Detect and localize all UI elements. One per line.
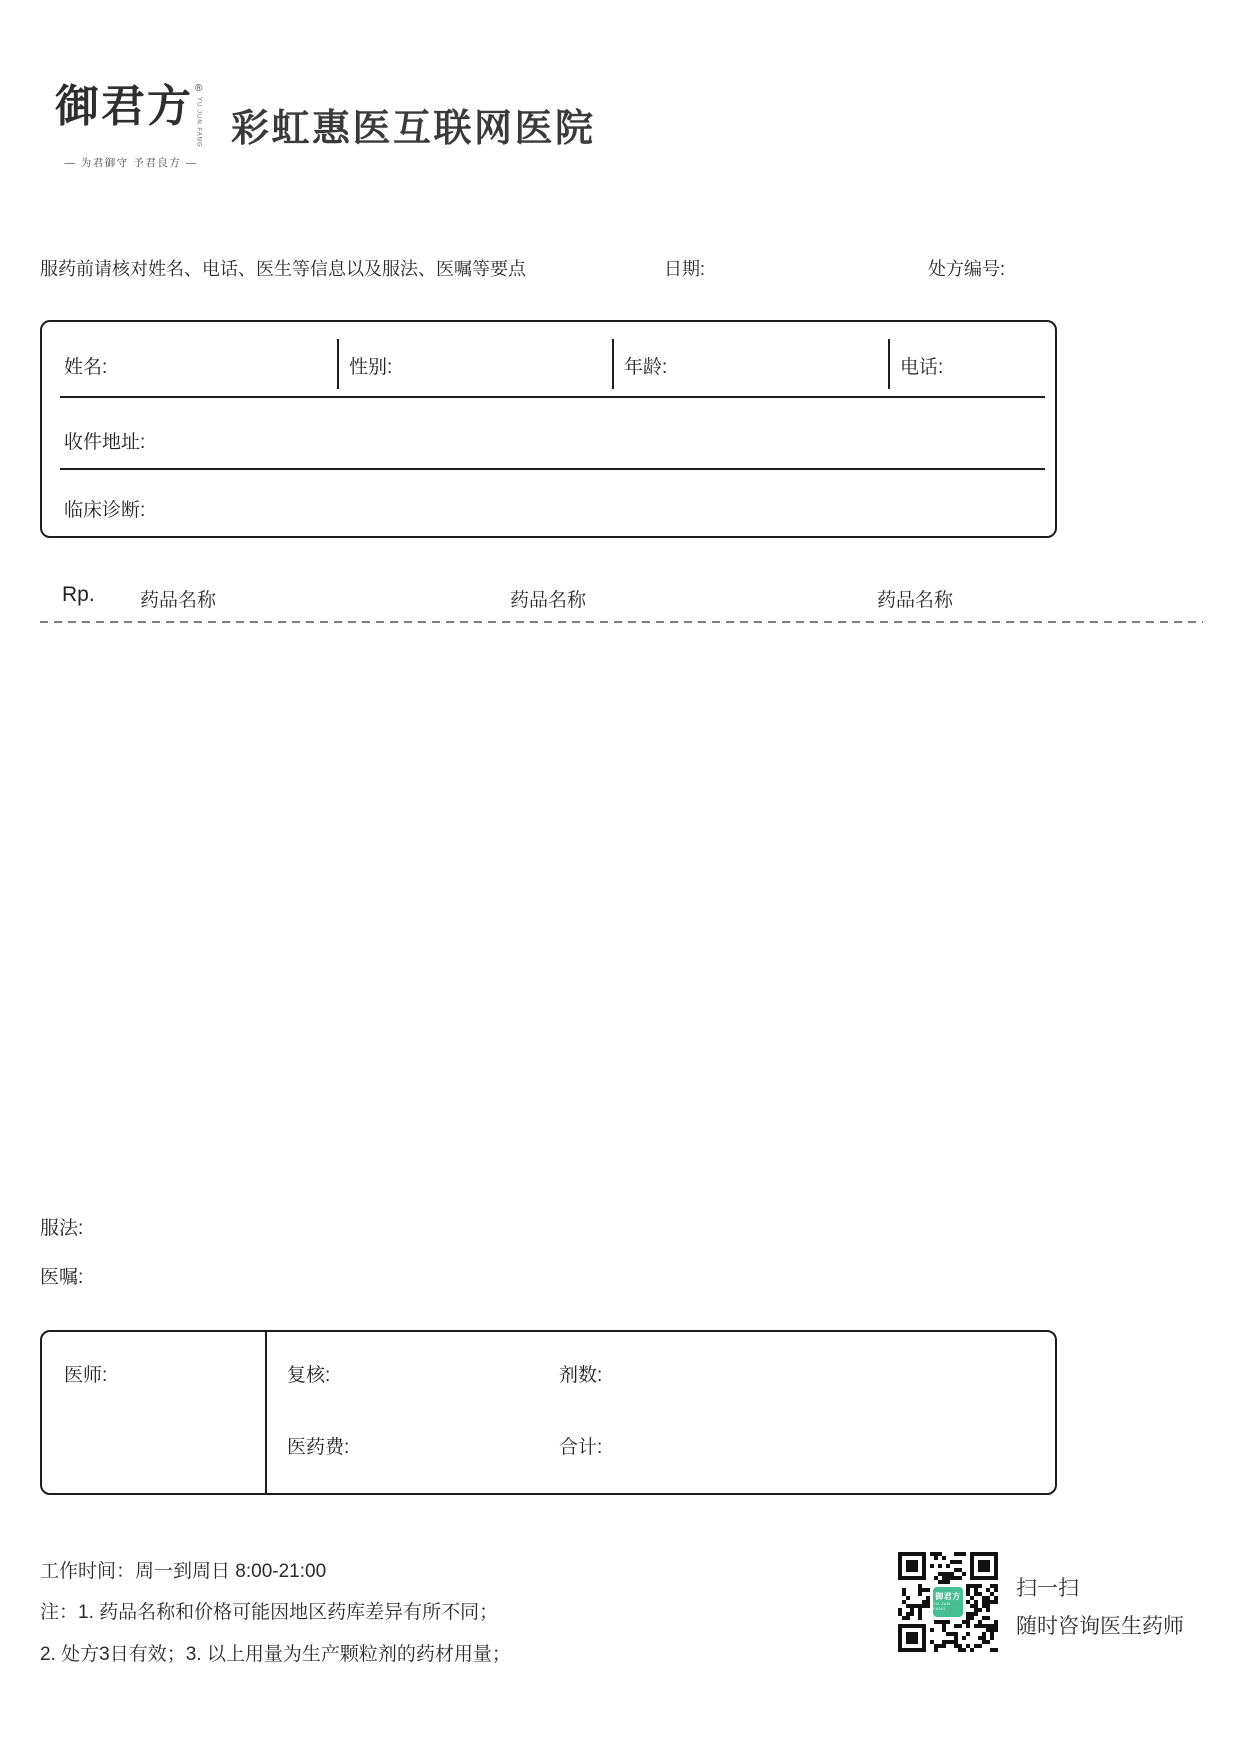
qr-code bbox=[898, 1552, 998, 1652]
note-line-1: 注：1. 药品名称和价格可能因地区药库差异有所不同； bbox=[40, 1602, 499, 1623]
scan-subtitle: 随时咨询医生药师 bbox=[1016, 1615, 1184, 1638]
divider bbox=[888, 339, 890, 389]
hospital-name: 彩虹惠医互联网医院 bbox=[231, 108, 596, 150]
logo-side bbox=[195, 84, 202, 148]
phone-label: 电话: bbox=[900, 357, 944, 378]
brand-tagline: — 为君御守 予君良方 — bbox=[64, 156, 198, 169]
registered-trademark-icon: ® bbox=[195, 83, 203, 94]
qr-center-subtext: YU JUN FANG bbox=[933, 1601, 951, 1612]
dashed-separator bbox=[40, 621, 1203, 623]
divider bbox=[265, 1332, 267, 1493]
patient-info-box bbox=[40, 320, 1057, 538]
drug-name-column-header: 药品名称 bbox=[877, 590, 954, 611]
drug-name-column-header: 药品名称 bbox=[140, 590, 217, 611]
rx-number-label: 处方编号: bbox=[928, 259, 1006, 279]
logo-romanized-text: YU JUN FANG bbox=[195, 97, 202, 148]
divider bbox=[612, 339, 614, 389]
medicine-fee-label: 医药费: bbox=[287, 1437, 350, 1458]
divider bbox=[60, 468, 1045, 470]
qr-center-logo bbox=[931, 1585, 965, 1619]
divider bbox=[337, 339, 339, 389]
work-hours-text: 工作时间：周一到周日 8:00-21:00 bbox=[40, 1561, 327, 1582]
rp-label: Rp. bbox=[62, 583, 95, 606]
logo-main bbox=[55, 81, 215, 148]
usage-method-label: 服法: bbox=[40, 1218, 84, 1239]
total-label: 合计: bbox=[559, 1437, 603, 1458]
scan-title: 扫一扫 bbox=[1016, 1577, 1079, 1600]
note-line-2: 2. 处方3日有效；3. 以上用量为生产颗粒剂的药材用量； bbox=[40, 1644, 511, 1665]
rp-header-row bbox=[0, 583, 1240, 609]
qr-center-text: 御君方 bbox=[935, 1591, 961, 1601]
date-label: 日期: bbox=[664, 259, 706, 279]
physician-label: 医师: bbox=[64, 1365, 108, 1386]
doctor-advice-label: 医嘱: bbox=[40, 1267, 84, 1288]
logo-text: 御君方 bbox=[55, 81, 193, 132]
diagnosis-label: 临床诊断: bbox=[64, 500, 146, 521]
name-label: 姓名: bbox=[64, 357, 108, 378]
signoff-box bbox=[40, 1330, 1057, 1495]
doses-label: 剂数: bbox=[559, 1365, 603, 1386]
drug-name-column-header: 药品名称 bbox=[510, 590, 587, 611]
age-label: 年龄: bbox=[624, 357, 668, 378]
verify-reminder-text: 服药前请核对姓名、电话、医生等信息以及服法、医嘱等要点 bbox=[40, 259, 526, 279]
notice-row bbox=[0, 255, 1240, 279]
review-label: 复核: bbox=[287, 1365, 331, 1386]
gender-label: 性别: bbox=[349, 357, 393, 378]
brand-logo bbox=[55, 81, 215, 170]
divider bbox=[60, 396, 1045, 398]
address-label: 收件地址: bbox=[64, 432, 146, 453]
